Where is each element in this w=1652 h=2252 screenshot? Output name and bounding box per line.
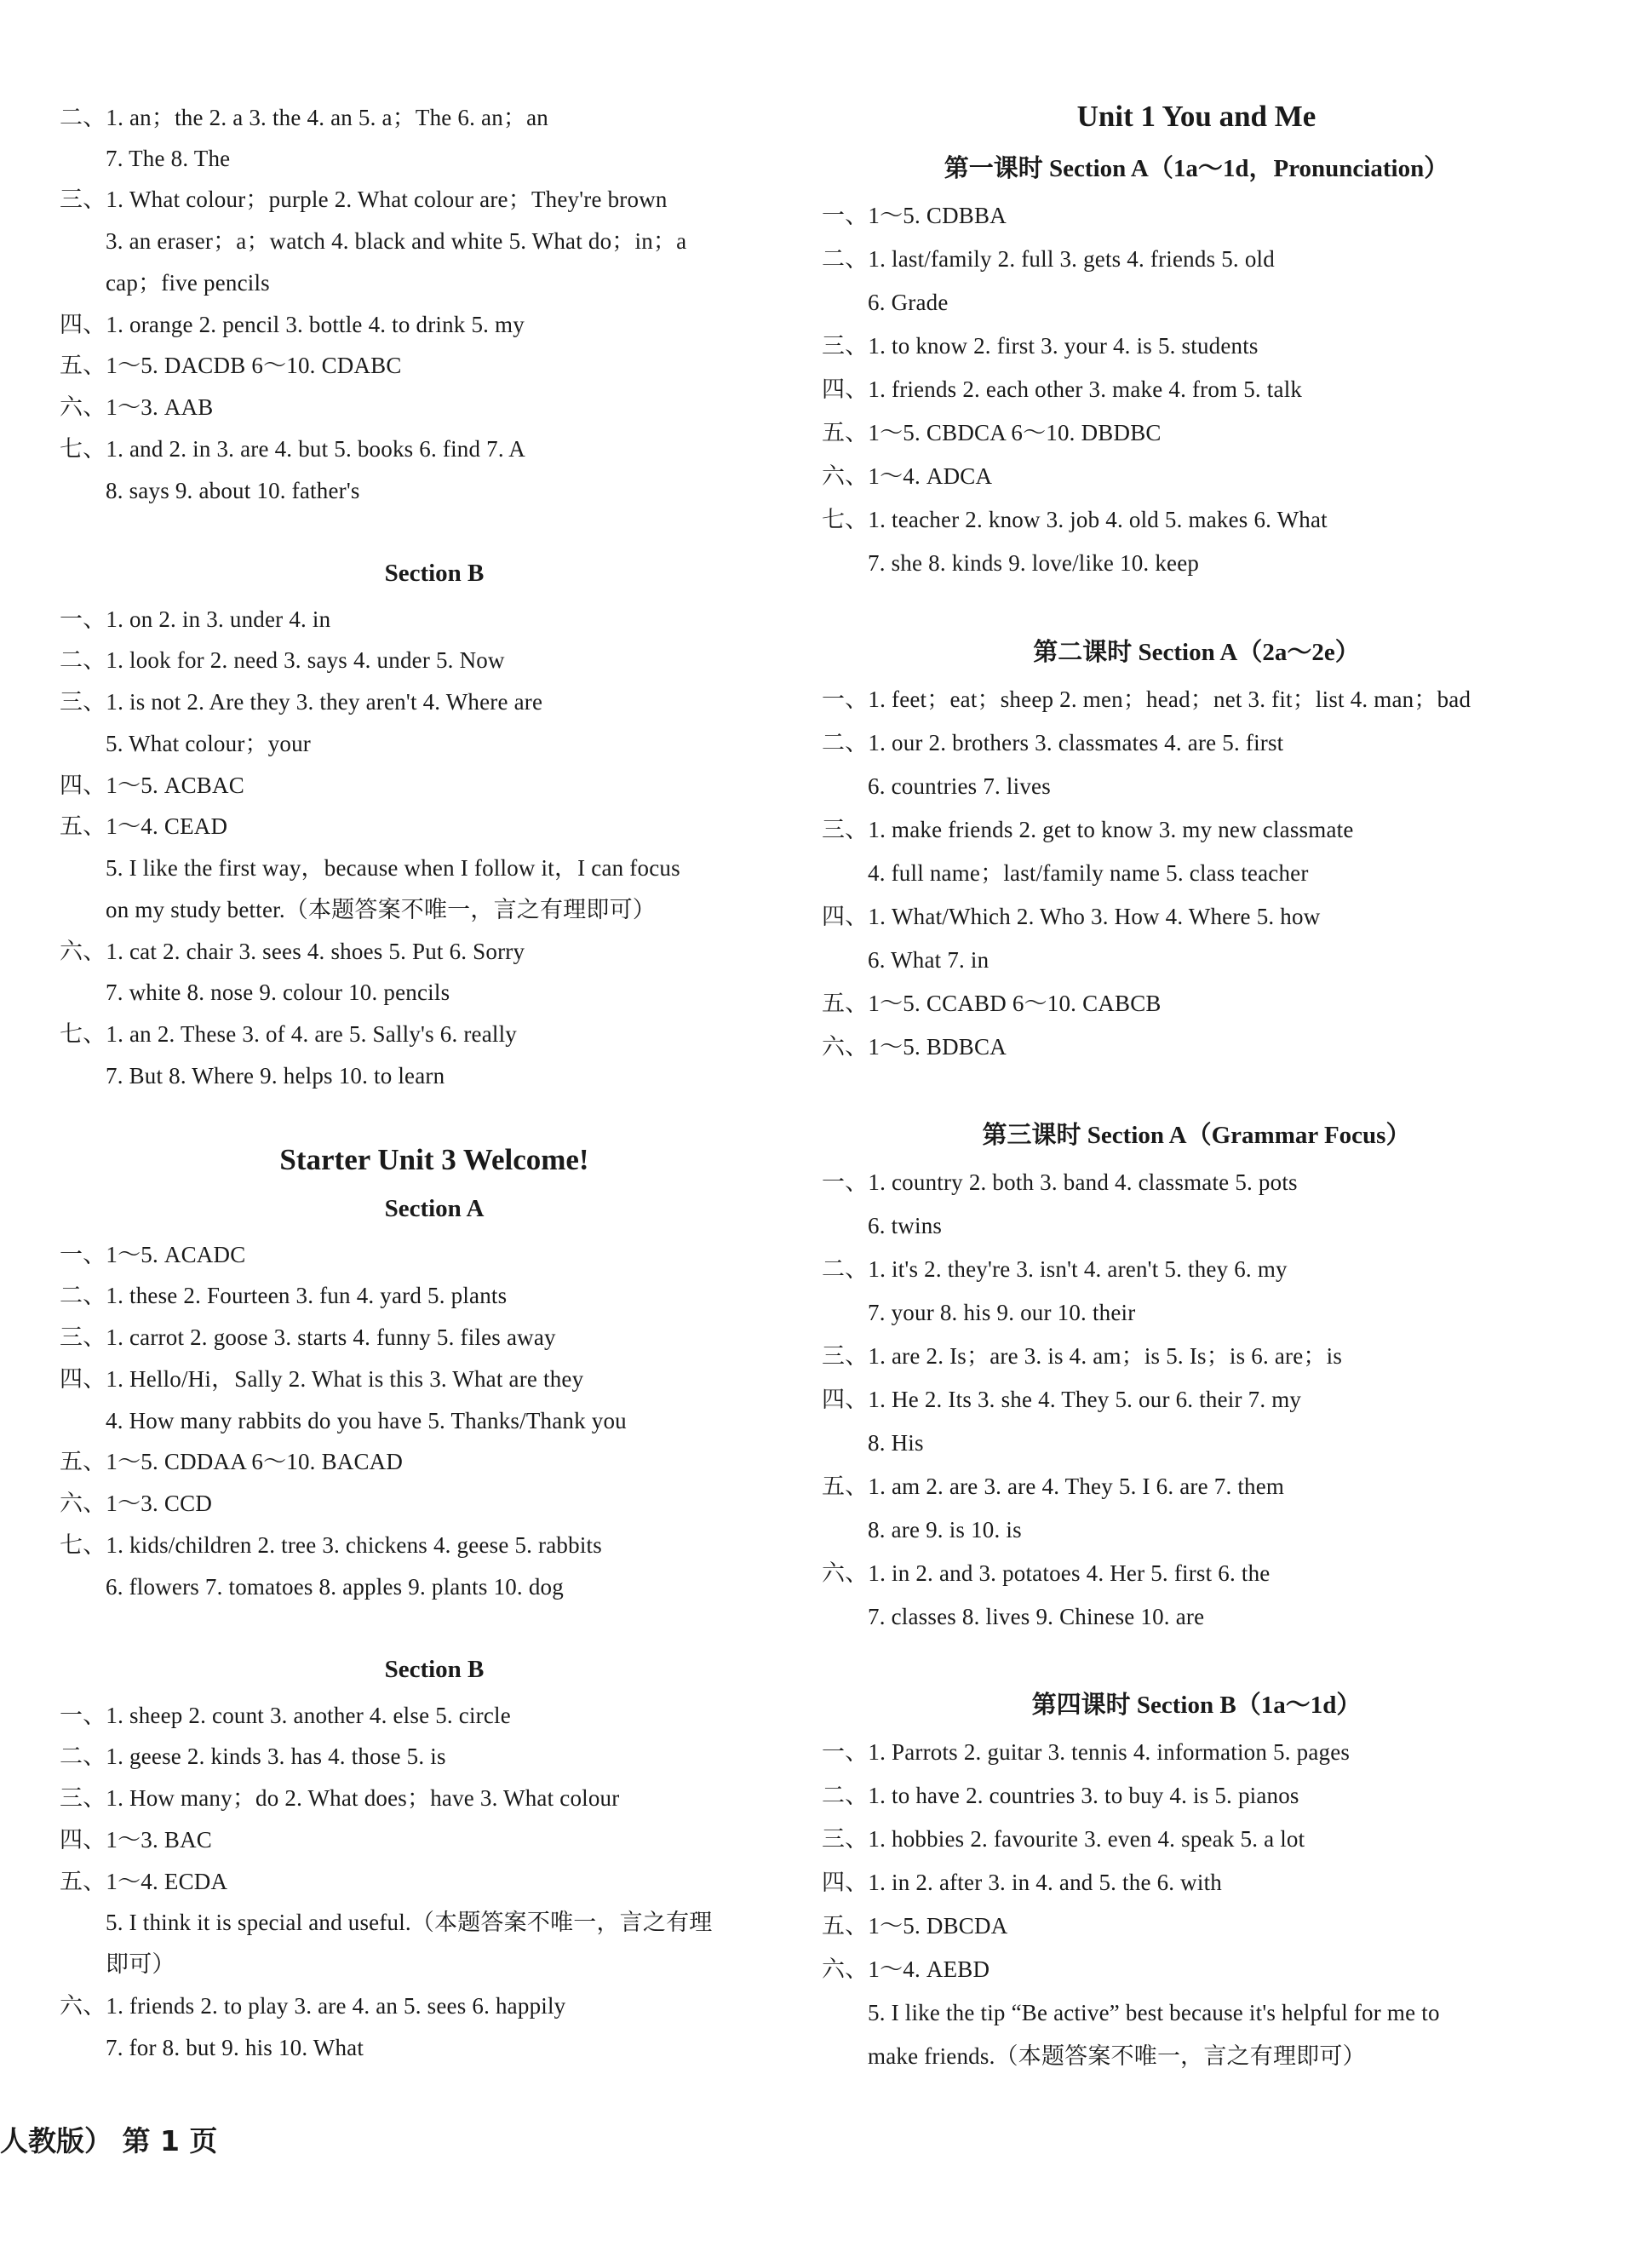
answer-line: 二、1. last/family 2. full 3. gets 4. friends 5. old [822, 246, 1275, 272]
answer-line: 6. What 7. in [868, 947, 989, 973]
answer-line: 四、1. What/Which 2. Who 3. How 4. Where 5. how [822, 904, 1321, 929]
answer-line: 二、1. our 2. brothers 3. classmates 4. are 5. first [822, 730, 1284, 755]
answer-line: 二、1. an；the 2. a 3. the 4. an 5. a；The 6. an；an [60, 105, 549, 130]
answer-line: 四、1. in 2. after 3. in 4. and 5. the 6. with [822, 1870, 1222, 1895]
answer-line: 四、1. orange 2. pencil 3. bottle 4. to drink 5. my [60, 312, 525, 337]
section-heading: Section B [384, 1656, 485, 1683]
answer-line: 7. your 8. his 9. our 10. their [868, 1300, 1136, 1325]
answer-line: 7. white 8. nose 9. colour 10. pencils [106, 980, 450, 1005]
answer-line: 六、1. in 2. and 3. potatoes 4. Her 5. first 6. the [822, 1560, 1271, 1586]
answer-line: 一、1. on 2. in 3. under 4. in [60, 606, 331, 632]
answer-line: 七、1. teacher 2. know 3. job 4. old 5. makes 6. What [822, 507, 1328, 532]
answer-line: 3. an eraser；a；watch 4. black and white 5. What do；in；a [106, 228, 687, 254]
answer-line: 五、1～5. DACDB 6～10. CDABC [60, 353, 402, 378]
answer-line: 四、1～5. ACBAC [60, 773, 244, 798]
answer-line: 8. says 9. about 10. father's [106, 478, 360, 503]
answer-line: 6. flowers 7. tomatoes 8. apples 9. plants 10. dog [106, 1574, 564, 1600]
section-heading: 第二课时 Section A（2a～2e） [1033, 639, 1360, 666]
answer-line: 三、1. are 2. Is；are 3. is 4. am；is 5. Is；is 6. are；is [822, 1343, 1343, 1369]
answer-line: 一、1～5. ACADC [60, 1242, 246, 1267]
answer-line: 五、1～5. CCABD 6～10. CABCB [822, 991, 1162, 1016]
answer-line: 一、1～5. CDBBA [822, 203, 1007, 228]
answer-line: 二、1. it's 2. they're 3. isn't 4. aren't 5. they 6. my [822, 1256, 1288, 1282]
answer-line: 5. I like the tip “Be active” best because it's helpful for me to [868, 2000, 1440, 2025]
answer-line: 三、1. How many；do 2. What does；have 3. What colour [60, 1785, 620, 1811]
answer-line: 四、1. Hello/Hi，Sally 2. What is this 3. What are they [60, 1366, 584, 1392]
answer-line: 六、1～3. CCD [60, 1491, 213, 1516]
answer-line: 六、1. friends 2. to play 3. are 4. an 5. sees 6. happily [60, 1993, 566, 2019]
answer-line: cap；five pencils [106, 270, 270, 296]
answer-line: 6. twins [868, 1213, 943, 1238]
answer-line: 六、1～4. AEBD [822, 1956, 990, 1982]
unit-title: Unit 1 You and Me [1076, 100, 1316, 133]
answer-line: 六、1～5. BDBCA [822, 1034, 1007, 1060]
answer-line: 8. are 9. is 10. is [868, 1517, 1022, 1543]
answer-line: 7. classes 8. lives 9. Chinese 10. are [868, 1604, 1205, 1629]
answer-line: 8. His [868, 1430, 924, 1456]
section-heading: 第四课时 Section B（1a～1d） [1031, 1692, 1362, 1719]
unit-title: Starter Unit 3 Welcome! [279, 1143, 589, 1176]
answer-line: 七、1. an 2. These 3. of 4. are 5. Sally's 6. really [60, 1021, 518, 1047]
answer-line: 7. she 8. kinds 9. love/like 10. keep [868, 550, 1200, 576]
answer-line: 六、1～3. AAB [60, 394, 214, 420]
answer-line: 4. full name；last/family name 5. class teacher [868, 860, 1309, 886]
answer-line: 五、1～4. CEAD [60, 813, 228, 839]
answer-line: 七、1. and 2. in 3. are 4. but 5. books 6. find 7. A [60, 436, 525, 462]
answer-line: 四、1～3. BAC [60, 1827, 213, 1853]
answer-line: 7. for 8. but 9. his 10. What [106, 2035, 364, 2060]
page-footer: 人教版） 第 1 页 [0, 2124, 218, 2157]
answer-line: 一、1. Parrots 2. guitar 3. tennis 4. information 5. pages [822, 1739, 1351, 1765]
answer-line: 一、1. feet；eat；sheep 2. men；head；net 3. fit；list 4. man；bad [822, 687, 1471, 712]
answer-line: 四、1. friends 2. each other 3. make 4. from 5. talk [822, 376, 1303, 402]
answer-line: 5. What colour；your [106, 731, 311, 756]
answer-line: 三、1. is not 2. Are they 3. they aren't 4. Where are [60, 689, 543, 715]
answer-line: 五、1～5. CDDAA 6～10. BACAD [60, 1449, 404, 1474]
answer-line: 二、1. geese 2. kinds 3. has 4. those 5. is [60, 1744, 446, 1769]
answer-line: 二、1. these 2. Fourteen 3. fun 4. yard 5. plants [60, 1283, 508, 1308]
answer-line: on my study better.（本题答案不唯一，言之有理即可） [106, 897, 656, 922]
answer-line: make friends.（本题答案不唯一，言之有理即可） [868, 2043, 1366, 2069]
section-heading: Section B [384, 560, 485, 587]
answer-line: 三、1. to know 2. first 3. your 4. is 5. students [822, 333, 1259, 359]
answer-line: 五、1～4. ECDA [60, 1869, 228, 1894]
section-heading: 第三课时 Section A（Grammar Focus） [982, 1122, 1411, 1149]
answer-line: 三、1. What colour；purple 2. What colour are；They're brown [60, 187, 668, 212]
answer-line: 六、1. cat 2. chair 3. sees 4. shoes 5. Put 6. Sorry [60, 939, 525, 964]
answer-line: 二、1. look for 2. need 3. says 4. under 5. Now [60, 647, 505, 673]
answer-line: 5. I like the first way，because when I follow it，I can focus [106, 855, 680, 881]
answer-line: 三、1. carrot 2. goose 3. starts 4. funny 5. files away [60, 1324, 556, 1350]
answer-line: 6. countries 7. lives [868, 773, 1051, 799]
answer-line: 四、1. He 2. Its 3. she 4. They 5. our 6. their 7. my [822, 1387, 1302, 1412]
answer-line: 一、1. country 2. both 3. band 4. classmate 5. pots [822, 1169, 1298, 1195]
answer-line: 五、1～5. CBDCA 6～10. DBDBC [822, 420, 1162, 445]
answer-line: 7. But 8. Where 9. helps 10. to learn [106, 1063, 445, 1089]
answer-line: 7. The 8. The [106, 146, 231, 171]
answer-line: 五、1. am 2. are 3. are 4. They 5. I 6. are 7. them [822, 1474, 1285, 1499]
answer-line: 三、1. hobbies 2. favourite 3. even 4. speak 5. a lot [822, 1826, 1305, 1852]
section-heading: 第一课时 Section A（1a～1d，Pronunciation） [944, 155, 1449, 182]
answer-line: 一、1. sheep 2. count 3. another 4. else 5. circle [60, 1703, 511, 1728]
answer-line: 即可） [106, 1951, 175, 1977]
answer-line: 5. I think it is special and useful.（本题答案不唯一，言之有理 [106, 1910, 713, 1935]
answer-line: 二、1. to have 2. countries 3. to buy 4. is 5. pianos [822, 1783, 1299, 1808]
answer-line: 五、1～5. DBCDA [822, 1913, 1008, 1939]
answer-line: 6. Grade [868, 290, 949, 315]
section-heading: Section A [384, 1195, 485, 1222]
answer-line: 六、1～4. ADCA [822, 463, 993, 489]
answer-line: 三、1. make friends 2. get to know 3. my new classmate [822, 817, 1354, 842]
answer-line: 4. How many rabbits do you have 5. Thanks/Thank you [106, 1408, 627, 1433]
answer-line: 七、1. kids/children 2. tree 3. chickens 4. geese 5. rabbits [60, 1532, 602, 1558]
